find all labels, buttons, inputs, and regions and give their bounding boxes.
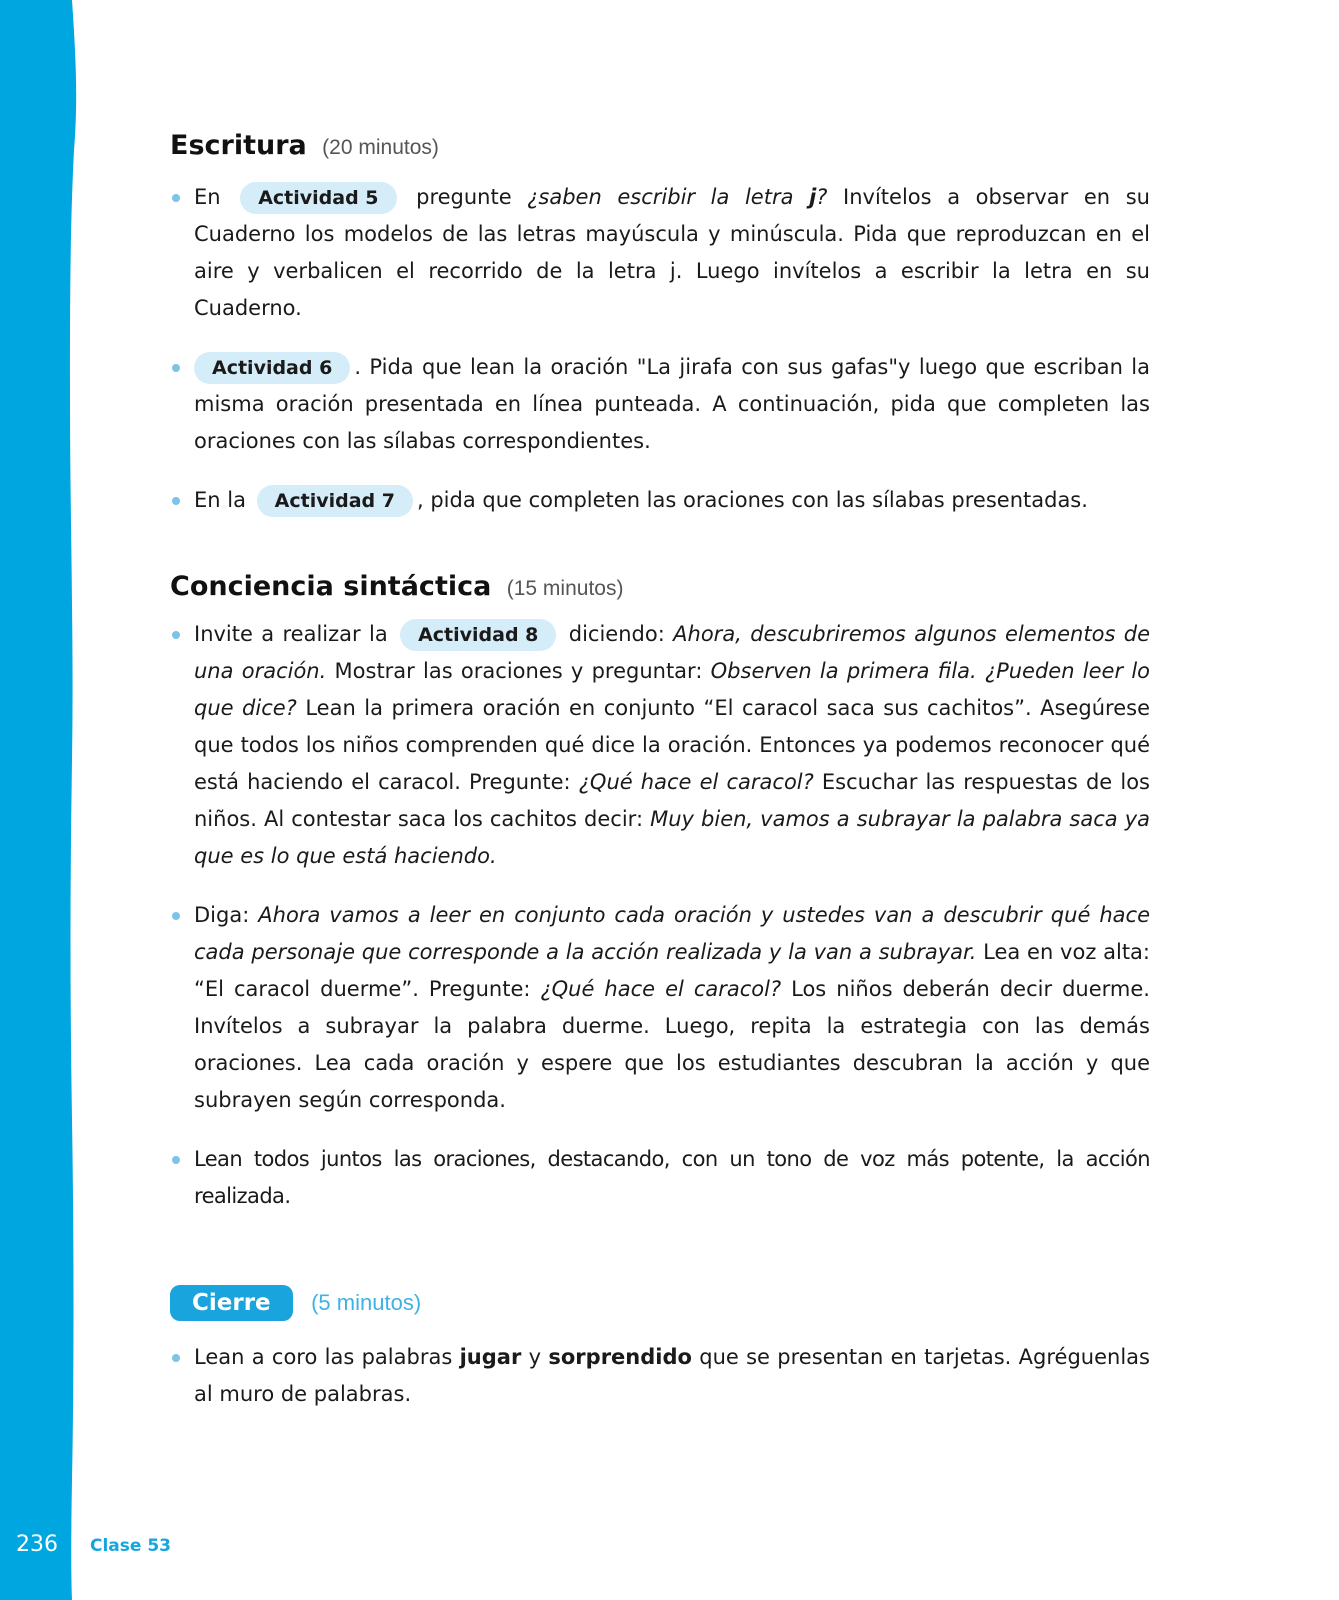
page-number: 236 [16, 1532, 58, 1557]
text: En [194, 185, 221, 209]
italic-text: ¿Qué hace el caracol? [540, 977, 782, 1001]
italic-text: ¿saben escribir la letra [527, 185, 794, 209]
list-item [170, 482, 1150, 519]
section-heading: Escritura [170, 130, 307, 161]
italic-text: ¿Qué hace el caracol? [578, 770, 814, 794]
activity-pill: Actividad 7 [257, 485, 413, 517]
activity-pill: Actividad 8 [400, 619, 556, 651]
section-title-conciencia [170, 571, 1150, 602]
list-item [170, 179, 1150, 327]
list-item [170, 1141, 1150, 1215]
conciencia-list [170, 616, 1150, 1215]
section-heading: Conciencia sintáctica [170, 571, 492, 602]
section-title-cierre [170, 1285, 1150, 1321]
text: Lean la primera oración en conjunto “El caracol saca sus cachitos”. Asegúrese que todos los niños comprenden qué dice la oración. Entonces ya podemos reconocer qué está haciendo el caracol. Pregunte: [194, 696, 1150, 794]
list-item [170, 349, 1150, 460]
italic-text: Muy bien, vamos a subrayar la palabra saca ya que es lo que está haciendo. [194, 807, 1150, 868]
text: Escuchar las respuestas de los niños. Al contestar saca los cachitos decir: [194, 770, 1150, 831]
list-item [170, 897, 1150, 1119]
text: Lean todos juntos las oraciones, destacando, con un tono de voz más potente, la acción realizada. [194, 1147, 1150, 1208]
text: . Pida que lean la oración "La jirafa con sus gafas"y luego que escriban la misma oración presentada en línea punteada. A continuación, pida que completen las oraciones con las sílabas correspondientes. [194, 355, 1150, 453]
section-duration: (20 minutos) [322, 136, 439, 159]
list-item [170, 616, 1150, 875]
activity-pill: Actividad 5 [240, 182, 396, 214]
bold-letter: j [809, 185, 817, 209]
bold-word: jugar [459, 1345, 522, 1369]
escritura-list [170, 179, 1150, 519]
class-label: Clase 53 [90, 1536, 171, 1556]
text: En la [194, 488, 246, 512]
section-duration: (15 minutos) [506, 577, 624, 600]
list-item [170, 1339, 1150, 1413]
bold-word: sorprendido [548, 1345, 692, 1369]
text: Invítelos a observar en su Cuaderno los modelos de las letras mayúscula y minúscula. Pida que reproduzcan en el aire y verbalicen el recorrido de la letra j. Luego invítelos a escribir la letra en su Cuaderno. [194, 185, 1150, 320]
text: y [528, 1345, 542, 1369]
cierre-badge: Cierre [170, 1285, 293, 1321]
italic-text: Observen la primera fila. ¿Pueden leer lo que dice? [194, 659, 1151, 720]
text: Invite a realizar la [194, 622, 388, 646]
main-content [170, 130, 1150, 1413]
text: Lea en voz alta: “El caracol duerme”. Pregunte: [194, 940, 1150, 1001]
text: Mostrar las oraciones y preguntar: [326, 659, 703, 683]
left-color-band [0, 0, 80, 1600]
section-duration: (5 minutos) [311, 1290, 422, 1315]
cierre-list [170, 1339, 1150, 1413]
text: que se presentan en tarjetas. Agréguenlas al muro de palabras. [194, 1345, 1150, 1406]
italic-text: Ahora vamos a leer en conjunto cada oración y ustedes van a descubrir qué hace cada personaje que corresponde a la acción realizada y la van a subrayar. [194, 903, 1150, 964]
text: , pida que completen las oraciones con las sílabas presentadas. [416, 488, 1088, 512]
italic-text: Ahora, descubriremos algunos elementos de una oración. [194, 622, 1150, 683]
italic-text: ? [816, 185, 828, 209]
text: Lean a coro las palabras [194, 1345, 453, 1369]
text: Diga: [194, 903, 250, 927]
text: Los niños deberán decir duerme. Invítelos a subrayar la palabra duerme. Luego, repita la estrategia con las demás oraciones. Lea cada oración y espere que los estudiantes descubran la acción y que subrayen según corresponda. [194, 977, 1150, 1112]
activity-pill: Actividad 6 [194, 352, 350, 384]
text: pregunte [416, 185, 512, 209]
text: diciendo: [568, 622, 665, 646]
section-title-escritura [170, 130, 1150, 161]
